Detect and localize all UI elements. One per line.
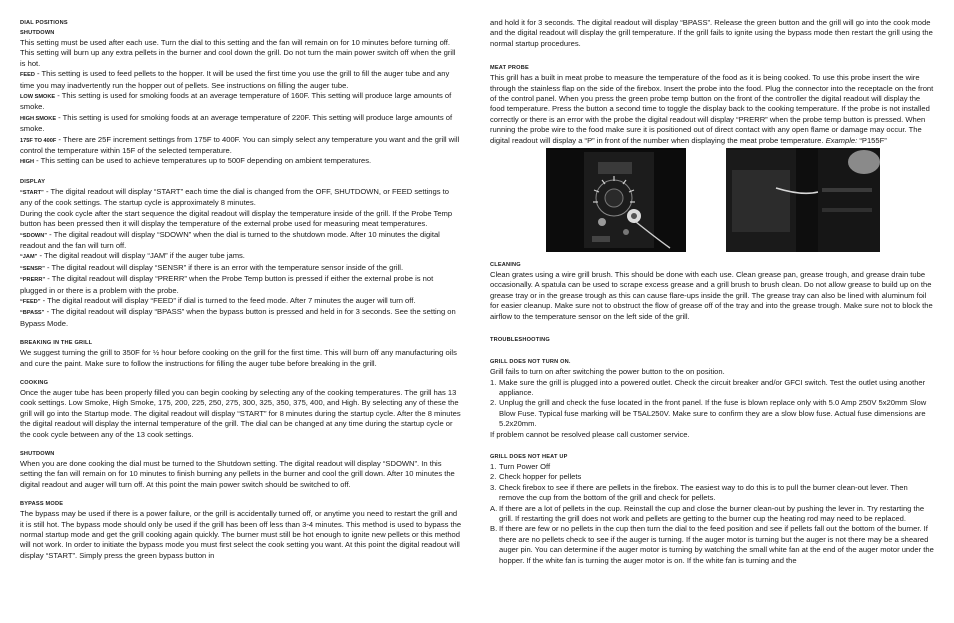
text-sensr: - The digital readout will display “SENSR” if there is an error with the temperature sensor inside of the grill. [44, 262, 404, 272]
text-low-smoke: - This setting is used for smoking foods at an average temperature of 160F. This setting will produce large amounts of smoke. [20, 91, 452, 112]
shutdown-section [20, 449, 462, 490]
text-feed-display: - The digital readout will display “FEED” if dial is turned to the feed mode. After 7 minutes the auger will turn off. [40, 295, 416, 305]
list-text: Unplug the grill and check the fuse located in the front panel. If the fuse is blown replace only with 5.0 Amp 250V 5x20mm Slow Blow Fuse. Typical fuse marking will be T5AL250V. Make sure to confirm they are a slow blow fuse. Actual fuse dimensions are 5.2x20mm. [499, 398, 927, 429]
controller-photo [546, 148, 686, 252]
term-low-smoke: LOW SMOKE [20, 94, 56, 101]
paragraph-high-smoke [20, 113, 462, 135]
list-marker: A. [490, 503, 498, 513]
term-jam: “JAM” [20, 254, 38, 261]
term-feed-display: “FEED” [20, 298, 41, 305]
left-column [20, 18, 462, 561]
section-heading: COOKING [20, 379, 49, 386]
right-column [490, 18, 934, 566]
paragraph-cleaning: Clean grates using a wire grill brush. This should be done with each use. Clean grease pan, grease trough, and grease drain tube occasionally. A spatula can be used to scrape excess grease and a grill brush to brush clean. Do not allow grease to build up on the grease tray or in the grease trough as this can cause flare-ups inside the grill. The grease tray can also be lined with aluminum foil for easier cleanup. Make sure not to obstruct the flow of grease off of the tray and into the grease trough. Make sure not to block the airflow to the temperature sensor on the left side of the grill. [490, 270, 933, 321]
list-item [490, 462, 934, 472]
paragraph-bypass-continued: and hold it for 3 seconds. The digital readout will display “BPASS”. Release the green button and the grill will go into the cook mode and the digital readout will display the grill temperature. If the grill fails to ignite using the bypass mode then restart the grill using the normal startup procedures. [490, 18, 933, 48]
cleaning-section [490, 260, 934, 322]
term-shutdown: SHUTDOWN [20, 30, 55, 36]
display-section [20, 177, 462, 329]
troubleshooting-section [490, 335, 934, 566]
subsection-heading: GRILL DOES NOT TURN ON. [490, 359, 571, 366]
meat-probe-section [490, 63, 934, 146]
section-heading: BYPASS MODE [20, 501, 64, 508]
paragraph-feed [20, 69, 462, 91]
list-item [490, 378, 934, 399]
paragraph-bpass [20, 307, 462, 329]
paragraph-sdown [20, 230, 462, 252]
list-text: Turn Power Off [499, 461, 551, 471]
probe-flap-photo [726, 148, 880, 252]
term-prerr: “PRERR” [20, 277, 46, 284]
no-power-list [490, 378, 934, 430]
term-bpass: “BPASS” [20, 310, 45, 317]
list-marker: 3. [490, 482, 497, 492]
list-item [490, 524, 934, 566]
paragraph-prerr [20, 274, 462, 296]
section-heading: BREAKING IN THE GRILL [20, 340, 93, 347]
example-label: Example: [825, 135, 858, 145]
list-marker: 1. [490, 461, 497, 471]
term-start: “START” [20, 189, 44, 196]
text-bpass: - The digital readout will display “BPASS” when the bypass button is pressed and held in for 3 seconds. See the setting on Bypass Mode. [20, 307, 456, 328]
text-jam: - The digital readout will display “JAM” if the auger tube jams. [37, 251, 245, 261]
no-heat-subsection [490, 452, 934, 566]
paragraph-bypass: The bypass may be used if there is a power failure, or the grill is accidentally turned off, or anytime you need to restart the grill and it is still hot. The bypass mode should only be used if the grill has been off less than 3-4 minutes. This method is used to bypass the normal startup mode and get the grill cooking again quickly. The burner must still be hot enough to ignite new pellets or this method will not work. In order to initiate the bypass mode you must first select the cook setting you want. At this point the digital readout will display “START”. Simply press the green bypass button in [20, 509, 462, 560]
text-high-smoke: - This setting is used for smoking foods at an average temperature of 220F. This setting will produce large amounts of smoke. [20, 112, 453, 134]
list-item [490, 398, 934, 429]
list-text: Make sure the grill is plugged into a powered outlet. Check the circuit breaker and/or GFCI switch. Test the outlet using another appliance. [499, 377, 926, 397]
paragraph-no-power-outro: If problem cannot be resolved please call customer service. [490, 429, 690, 439]
paragraph-feed-display [20, 296, 462, 307]
list-item [490, 504, 934, 525]
list-text: If there are few or no pellets in the cup then turn the dial to the feed position and see if pellets fall out the bottom of the burner. If there are no pellets check to see if the auger is turning. If the auger motor is turning but the auger is not there may be a sheared auger pin. You can determine if the auger motor is turning by watching the small white fan at the end of the auger motor under the hopper. If the white fan is turning the auger motor is on. If the white fan is turning and the [499, 524, 934, 565]
paragraph-shutdown: This setting must be used after each use. Turn the dial to this setting and the fan will remain on for 10 minutes before turning off. This setting will burn up any extra pellets in the burner and cool down the grill. Do not turn the main power switch off when the grill is hot. [20, 38, 456, 68]
term-sensr: “SENSR” [20, 265, 45, 272]
term-high: HIGH [20, 159, 34, 166]
paragraph-meat-probe [490, 73, 934, 146]
section-heading: DISPLAY [20, 178, 46, 185]
section-heading: MEAT PROBE [490, 65, 529, 72]
paragraph-start [20, 187, 462, 209]
paragraph-high [20, 156, 462, 167]
section-heading: CLEANING [490, 262, 521, 269]
paragraph-shutdown-mode: When you are done cooking the dial must be turned to the Shutdown setting. The digital readout will display “SDOWN”. In this setting the fan will remain on for 10 minutes to finish burning any pellets in the burner and cool the grill down. After 10 minutes the digital readout and auger will turn off. At this point the main power switch should be switched to off. [20, 459, 455, 489]
no-heat-list [490, 462, 934, 566]
paragraph-start-2: During the cook cycle after the start sequence the digital readout will display the temperature inside of the grill. If the Probe Temp button has been pressed then it will display the temperature of the external probe used for measuring meat temperatures. [20, 208, 453, 229]
list-text: Check firebox to see if there are pellets in the firebox. The easiest way to do this is to pull the burner clean-out lever. Then remove the cup from the bottom of the grill and check for pellets. [499, 482, 908, 503]
breaking-in-section [20, 338, 462, 369]
term-feed: FEED [20, 72, 35, 79]
list-marker: 2. [490, 398, 497, 408]
photo-row [490, 148, 934, 256]
paragraph-sensr [20, 263, 462, 274]
bypass-section [20, 499, 462, 561]
text-meat-probe: This grill has a built in meat probe to measure the temperature of the food as it is being cooked. To use this probe insert the wire through the stainless flap on the side of the firebox. Insert the probe into the food. Plug the connector into the receptacle on the front of the control panel. When you press the green probe temp button on the front of the controller the digital readout will display the food temperature. Press the button a second time to toggle the display back to the cooking temperature. If the probe is not installed correctly or there is an error with the probe the digital readout will display “PRERR” when the probe temp button is pressed. When running the probe wire to the food make sure it is positioned out of direct contact with any open flame or damage may occur. The digital readout will display a “P” in front of the number when displaying the meat probe temperature. [490, 73, 934, 145]
no-power-subsection [490, 357, 934, 440]
text-feed: - This setting is used to feed pellets to the hopper. It will be used the first time you use the grill to fill the auger tube and any time you may inadvertently run the hopper out of pellets. See instructions on filling the auger tube. [20, 69, 450, 90]
list-marker: 2. [490, 472, 497, 482]
paragraph-no-power-intro: Grill fails to turn on after switching the power button to the on position. [490, 367, 725, 377]
dial-positions-section [20, 18, 462, 168]
paragraph-cooking: Once the auger tube has been properly filled you can begin cooking by selecting any of the cooking temperatures. The grill has 13 cook settings. Low Smoke, High Smoke, 175, 200, 225, 250, 275, 300, 325, 350, 375, 400, and High. By selecting any of these the grill will go into the Startup mode. The digital readout will display “START” for 8 minutes during the startup cycle. After the 8 minutes the digital readout will display the internal temperature of the grill. The dial can be changed at any time during the startup cycle or the cook cycle between any of the 13 cook settings. [20, 387, 461, 439]
list-item [490, 483, 934, 504]
cooking-section [20, 378, 462, 440]
paragraph-low-smoke [20, 91, 462, 113]
text-temp-range: - There are 25F increment settings from 175F to 400F. You can simply select any temperature you want and the grill will control the temperature within 15F of the selected temperature. [20, 134, 460, 156]
term-sdown: “SDOWN” [20, 232, 48, 239]
text-high: - This setting can be used to achieve temperatures up to 500F depending on ambient temperatures. [33, 156, 372, 166]
list-item [490, 472, 934, 482]
section-heading: DIAL POSITIONS [20, 20, 68, 26]
text-start: - The digital readout will display “START” each time the dial is changed from the OFF, SHUTDOWN, or FEED settings to any of the cook settings. The startup cycle is approximately 8 minutes. [20, 186, 449, 208]
list-marker: B. [490, 524, 498, 534]
example-value: “P155F” [857, 135, 887, 145]
term-high-smoke: HIGH SMOKE [20, 115, 57, 122]
paragraph-breaking-in: We suggest turning the grill to 350F for ½ hour before cooking on the grill for the first time. This will burn off any manufacturing oils and cure the paint. Make sure to follow the instructions for filling the auger tube before breaking in the grill. [20, 348, 457, 368]
list-text: Check hopper for pellets [499, 472, 582, 482]
list-marker: 1. [490, 377, 497, 387]
section-heading: TROUBLESHOOTING [490, 337, 550, 344]
subsection-heading: GRILL DOES NOT HEAT UP [490, 453, 568, 460]
paragraph-temp-range [20, 135, 462, 157]
section-heading: SHUTDOWN [20, 451, 55, 457]
paragraph-jam [20, 251, 462, 262]
text-sdown: - The digital readout will display “SDOWN” when the dial is turned to the shutdown mode. After 10 minutes the digital readout and the fan will turn off. [20, 229, 440, 250]
list-text: If there are a lot of pellets in the cup. Reinstall the cup and close the burner clean-out by pushing the lever in. Try restarting the grill. If restarting the grill does not work and pellets are getting to the burner cup the heating rod may need to be replaced. [499, 503, 925, 523]
term-temp-range: 175F TO 400F [20, 137, 57, 144]
text-prerr: - The digital readout will display “PRERR” when the Probe Temp button is pressed if either the external probe is not plugged in or there is a problem with the probe. [20, 274, 434, 295]
